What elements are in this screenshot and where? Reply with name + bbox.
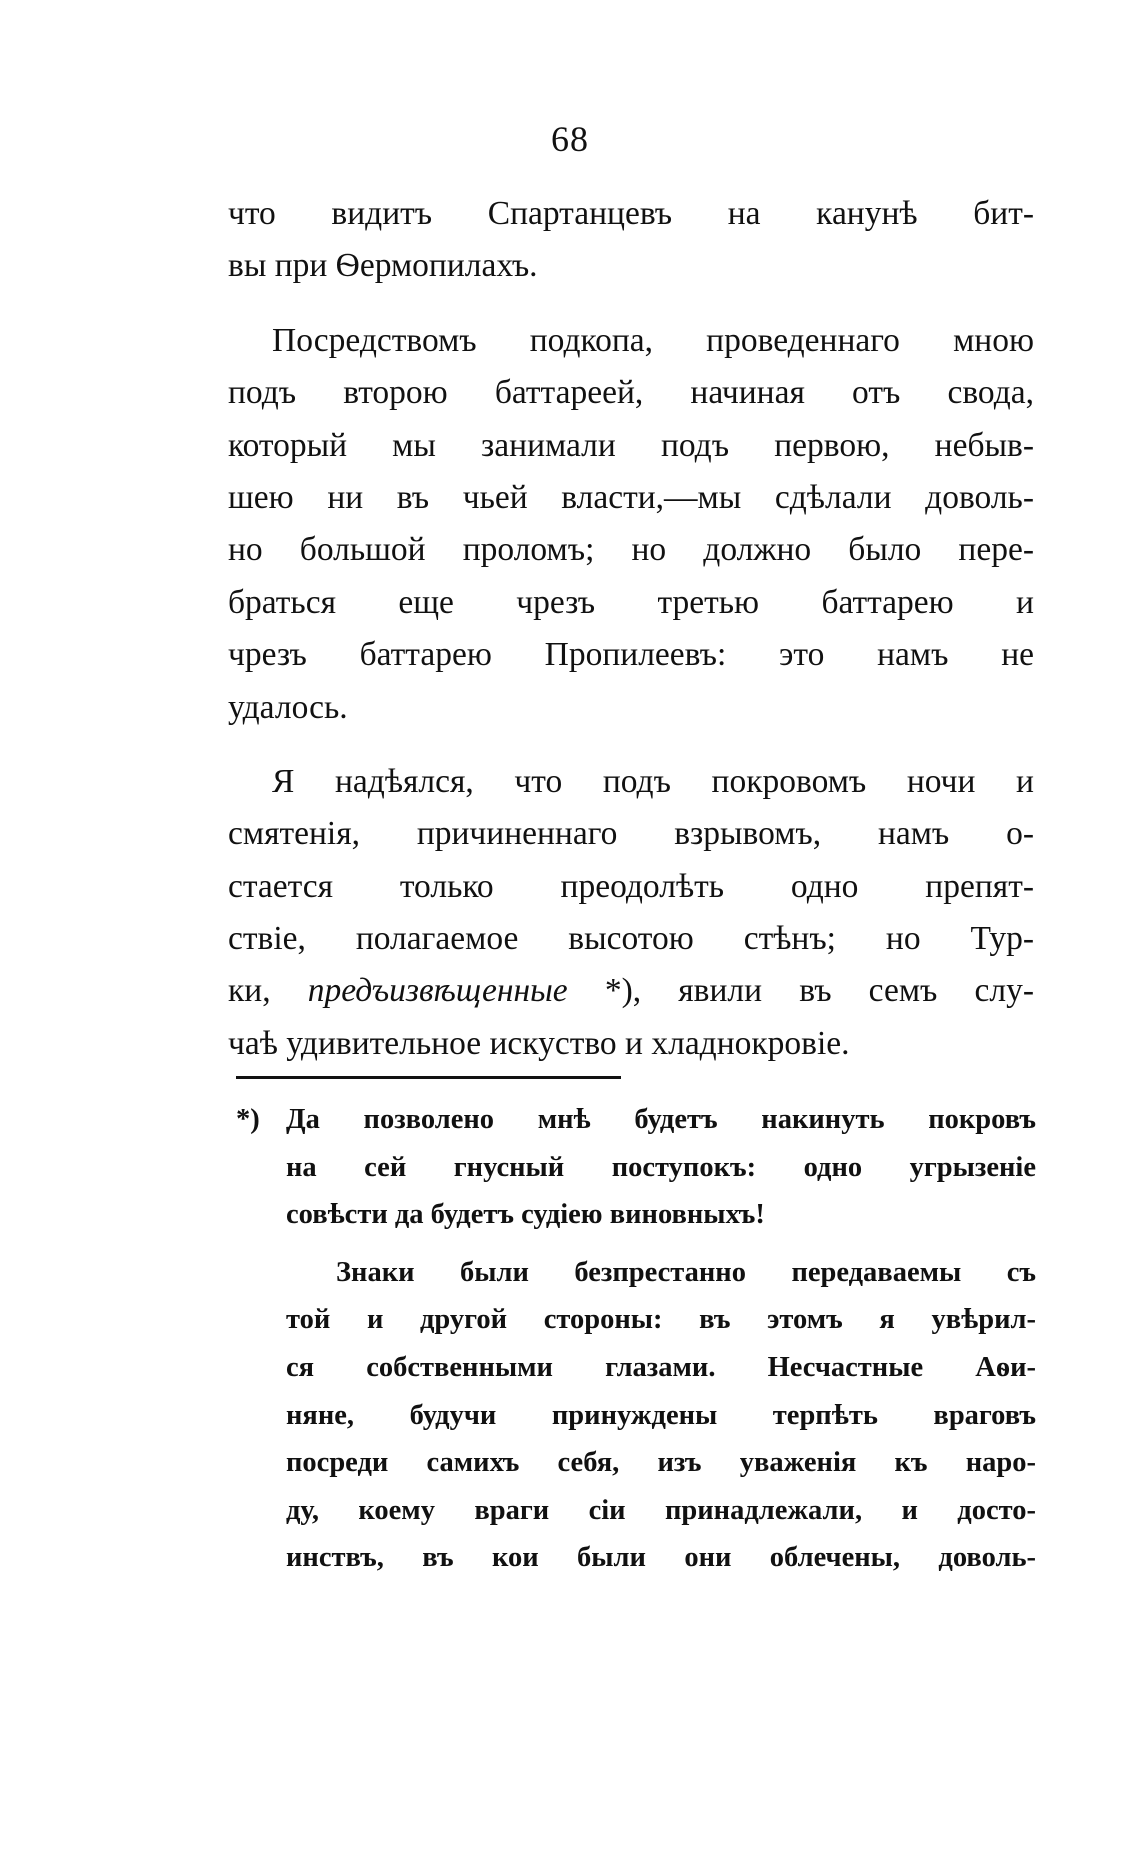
- text-line: подъ второю баттареей, начиная отъ свода,: [228, 374, 1034, 412]
- footnote-marker: *): [236, 1104, 260, 1135]
- text-line: шею ни въ чьей власти,—мы сдѣлали доволь-: [228, 478, 1034, 516]
- text-line: но большой проломъ; но должно было пере-: [228, 531, 1034, 569]
- footnote-text: Да позволено мнѣ будетъ накинуть покровъ: [286, 1104, 1036, 1135]
- text-line: Посредствомъ подкопа, проведеннаго мною: [272, 321, 1034, 359]
- text-line-with-italic: [228, 965, 1034, 1017]
- text-line: который мы занимали подъ первою, небыв-: [228, 426, 1034, 464]
- footnote-line: совѣсти да будетъ судіею виновныхъ!: [286, 1199, 765, 1231]
- text-line: удалось.: [228, 688, 348, 726]
- footnote-line: ся собственными глазами. Несчастные Аѳи-: [286, 1351, 1036, 1383]
- text-line: чаѣ удивительное искуство и хладнокровіе.: [228, 1024, 850, 1062]
- text-line: смятенія, причиненнаго взрывомъ, намъ о-: [228, 815, 1034, 853]
- footnote-line: ду, коему враги сіи принадлежали, и досто-: [286, 1494, 1036, 1526]
- text-line: вы при Ѳермопилахъ.: [228, 247, 538, 285]
- text-line: Я надѣялся, что подъ покровомъ ночи и: [272, 762, 1034, 800]
- text-line: что видитъ Спартанцевъ на канунѣ бит-: [228, 195, 1034, 232]
- text-line: ствіе, полагаемое высотою стѣнъ; но Тур-: [228, 920, 1034, 958]
- text-segment: *), явили въ семъ слу-: [567, 972, 1034, 1010]
- footnote: [236, 1096, 1036, 1582]
- footnote-line: на сей гнусный поступокъ: одно угрызеніе: [286, 1151, 1036, 1183]
- footnote-line: [236, 1096, 1036, 1144]
- footnote-line: инствъ, въ кои были они облечены, доволь-: [286, 1542, 1036, 1574]
- text-line: браться еще чрезъ третью баттарею и: [228, 583, 1034, 621]
- main-text: [228, 188, 1034, 1070]
- footnote-separator: [236, 1076, 621, 1079]
- footnote-line: няне, будучи принуждены терпѣть враговъ: [286, 1399, 1036, 1431]
- text-segment: ки,: [228, 972, 308, 1010]
- footnote-line: Знаки были безпрестанно передаваемы съ: [336, 1256, 1036, 1288]
- italic-word: предъизвѣщенные: [307, 972, 568, 1010]
- footnote-line: посреди самихъ себя, изъ уваженія къ наро-: [286, 1447, 1036, 1479]
- text-line: стается только преодолѣть одно препят-: [228, 867, 1034, 905]
- page-number: 68: [551, 119, 589, 159]
- footnote-line: той и другой стороны: въ этомъ я увѣрил-: [286, 1304, 1036, 1336]
- text-line: чрезъ баттарею Пропилеевъ: это намъ не: [228, 636, 1034, 674]
